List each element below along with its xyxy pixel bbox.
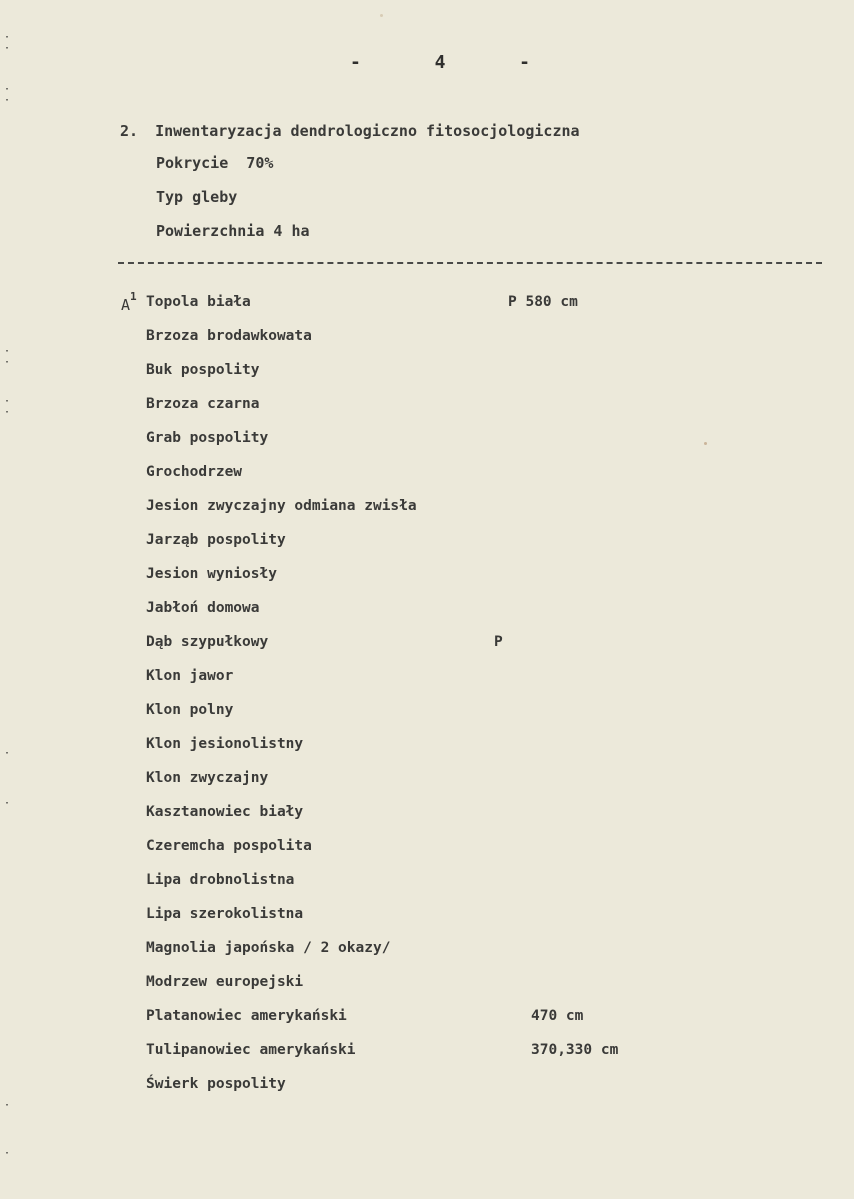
species-name: Modrzew europejski bbox=[146, 974, 304, 990]
species-name: Jabłoń domowa bbox=[146, 600, 260, 616]
section-marker-superscript: 1 bbox=[130, 290, 137, 303]
species-row bbox=[146, 430, 746, 464]
species-name: Czeremcha pospolita bbox=[146, 838, 312, 854]
inventory-header bbox=[120, 122, 580, 256]
species-name: Grochodrzew bbox=[146, 464, 243, 480]
species-name: Jarząb pospolity bbox=[146, 532, 286, 548]
species-row bbox=[146, 804, 746, 838]
species-row bbox=[146, 940, 746, 974]
species-note: 470 cm bbox=[531, 1008, 584, 1024]
species-row bbox=[146, 770, 746, 804]
section-marker bbox=[121, 290, 137, 314]
species-row bbox=[146, 328, 746, 362]
species-name: Jesion wyniosły bbox=[146, 566, 277, 582]
species-name: Klon jawor bbox=[146, 668, 234, 684]
species-row bbox=[146, 702, 746, 736]
species-row bbox=[146, 668, 746, 702]
section-divider bbox=[118, 262, 822, 264]
section-marker-letter: A bbox=[121, 296, 131, 314]
species-row bbox=[146, 294, 746, 328]
species-name: Tulipanowiec amerykański bbox=[146, 1042, 356, 1058]
species-list bbox=[146, 294, 746, 1110]
soil-type-line: Typ gleby bbox=[156, 188, 238, 206]
page-number-right-dash: - bbox=[519, 52, 530, 73]
species-name: Klon polny bbox=[146, 702, 234, 718]
paper-speck bbox=[380, 14, 383, 17]
species-row bbox=[146, 566, 746, 600]
page-number-left-dash: - bbox=[350, 52, 361, 73]
species-row bbox=[146, 872, 746, 906]
species-note: P bbox=[494, 634, 503, 650]
paper-speck bbox=[704, 442, 707, 445]
species-row bbox=[146, 362, 746, 396]
page-number bbox=[350, 52, 530, 73]
species-row bbox=[146, 532, 746, 566]
coverage-line: Pokrycie 70% bbox=[156, 154, 274, 172]
scan-mark: · bbox=[4, 798, 13, 809]
species-row bbox=[146, 396, 746, 430]
species-row bbox=[146, 1076, 746, 1110]
species-note: 370,330 cm bbox=[531, 1042, 619, 1058]
scan-mark: · · bbox=[4, 84, 13, 106]
species-name: Klon jesionolistny bbox=[146, 736, 304, 752]
species-name: Topola biała bbox=[146, 294, 251, 310]
species-row bbox=[146, 600, 746, 634]
section-title bbox=[120, 122, 580, 140]
section-title-text: Inwentaryzacja dendrologiczno fitosocjologiczna bbox=[155, 122, 580, 140]
species-row bbox=[146, 1042, 746, 1076]
species-name: Świerk pospolity bbox=[146, 1076, 286, 1092]
scan-mark: · bbox=[4, 748, 13, 759]
species-name: Buk pospolity bbox=[146, 362, 260, 378]
species-name: Jesion zwyczajny odmiana zwisła bbox=[146, 498, 417, 514]
area-line: Powierzchnia 4 ha bbox=[156, 222, 310, 240]
species-row bbox=[146, 974, 746, 1008]
species-name: Grab pospolity bbox=[146, 430, 269, 446]
species-name: Brzoza brodawkowata bbox=[146, 328, 312, 344]
species-note: P 580 cm bbox=[508, 294, 578, 310]
species-name: Magnolia japońska / 2 okazy/ bbox=[146, 940, 391, 956]
scan-mark: · · bbox=[4, 346, 13, 368]
species-name: Dąb szypułkowy bbox=[146, 634, 269, 650]
page-number-value: 4 bbox=[434, 52, 446, 73]
species-name: Brzoza czarna bbox=[146, 396, 260, 412]
species-name: Platanowiec amerykański bbox=[146, 1008, 347, 1024]
species-name: Lipa szerokolistna bbox=[146, 906, 304, 922]
species-row bbox=[146, 498, 746, 532]
species-row bbox=[146, 736, 746, 770]
species-name: Lipa drobnolistna bbox=[146, 872, 295, 888]
scan-mark: · · bbox=[4, 32, 13, 54]
species-name: Kasztanowiec biały bbox=[146, 804, 304, 820]
species-row bbox=[146, 634, 746, 668]
section-title-number: 2. bbox=[120, 122, 139, 140]
scan-mark: · · bbox=[4, 396, 13, 418]
species-row bbox=[146, 464, 746, 498]
species-row bbox=[146, 906, 746, 940]
scan-mark: · bbox=[4, 1148, 13, 1159]
scan-mark: · bbox=[4, 1100, 13, 1111]
species-row bbox=[146, 1008, 746, 1042]
species-row bbox=[146, 838, 746, 872]
species-name: Klon zwyczajny bbox=[146, 770, 269, 786]
